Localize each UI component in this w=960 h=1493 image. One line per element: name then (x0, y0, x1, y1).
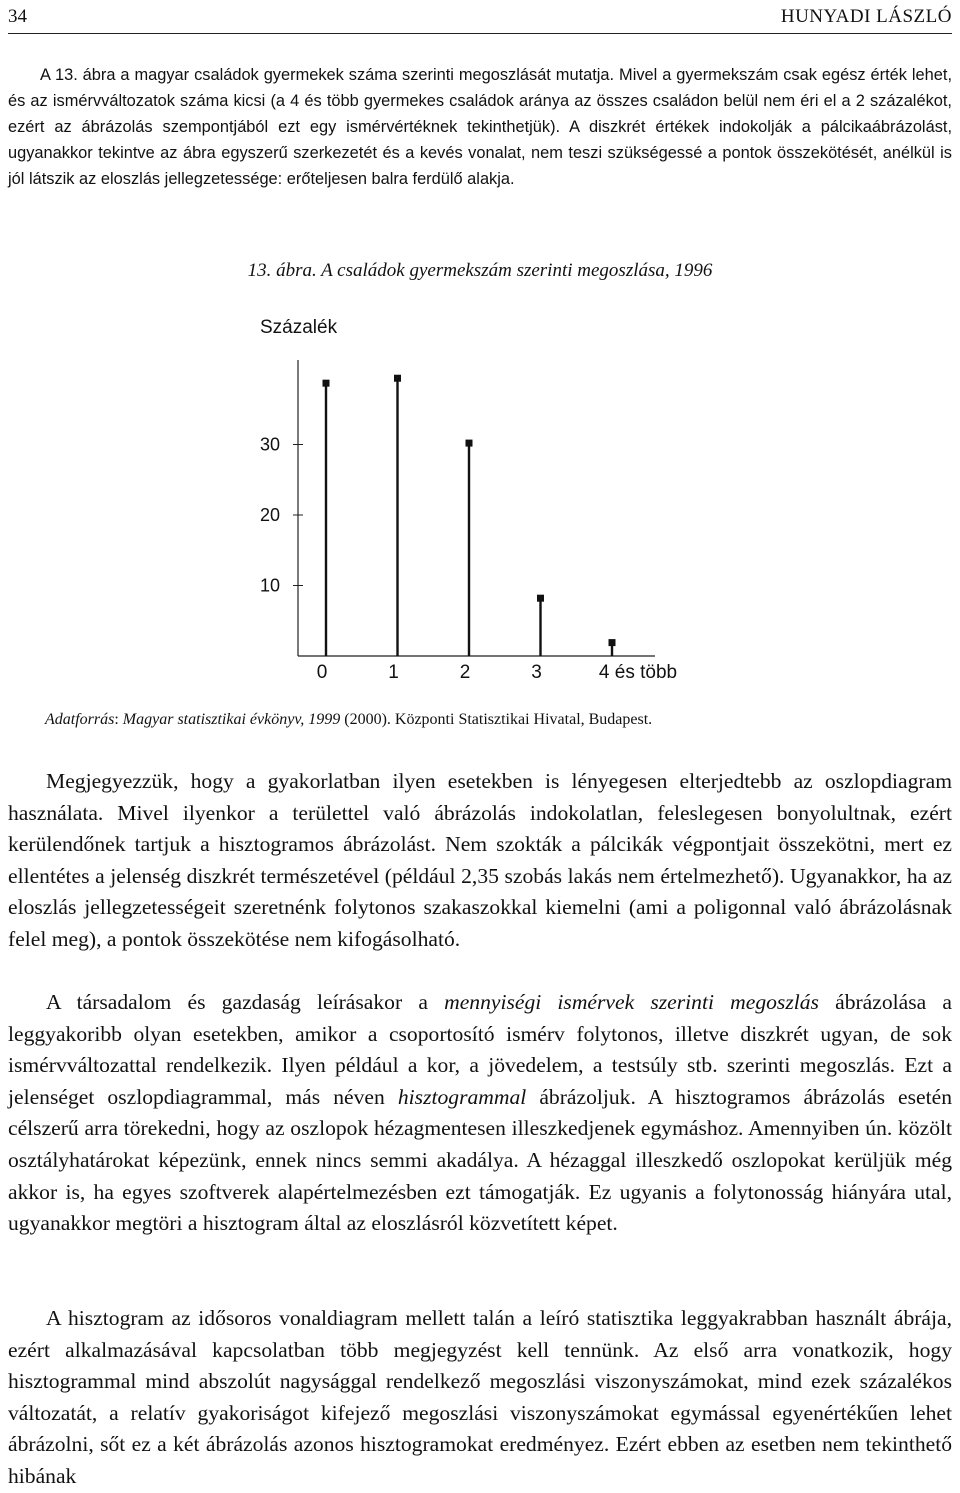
body-paragraph-bar-chart: Megjegyezzük, hogy a gyakorlatban ilyen esetekben is lényegesen elterjedtebb az oszlopdiagram használata. Mivel ilyenkor a területtel való ábrázolás indokolatlan, feleslegesen bonyolultnak, ezért kerülendőnek tartjuk a hisztogramos ábrázolást. Nem szokták a pálcikák végpontjait összekötni, mert ez ellentétes a jelenség diszkrét természetével (például 2,35 szobás lakás nem értelmezhető). Ugyanakkor, ha az eloszlás jellegzetességeit szeretnénk folytonos szakaszokkal kiemelni (ami a poligonnal való ábrázolásnak felel meg), a pontok összekötése nem kifogásolható. (8, 769, 952, 951)
page-header (8, 4, 952, 34)
x-category-label: 0 (316, 662, 328, 683)
source-label: Adatforrás (45, 711, 115, 728)
p3-text-1: A társadalom és gazdaság leírásakor a (46, 990, 445, 1014)
stick-chart (0, 300, 960, 700)
p3-text-2: ábrázolása a leggyakoribb olyan esetekben, amikor a csoportosító ismérv folytonos, illetve diszkrét ugyan, de sok ismérvváltozattal rendelkezik. Ilyen például a kor, a jövedelem, a testsúly stb. szerinti megoszlás. Ezt a jelenséget oszlopdiagrammal, más néven (8, 990, 952, 1109)
stick-marker-4 (609, 639, 616, 646)
p3-text-3: ábrázoljuk. A hisztogramos ábrázolás esetén célszerű arra törekedni, hogy az oszlopok hézagmentesen illeszkedjenek egymáshoz. Amennyiben ún. közölt osztályhatárokat képezünk, ennek nincs semmi akadálya. A hézaggal illeszkedő oszlopokat kerüljük még akkor is, ha egyes szoftverek alapértelmezésben ezt támogatják. Ez ugyanis a folytonosság hiányára utal, ugyanakkor megtöri a hisztogram által az eloszlásról közvetített képet. (8, 1084, 952, 1236)
stick-marker-0 (323, 380, 330, 387)
figure-caption: 13. ábra. A családok gyermekszám szerinti megoszlása, 1996 (247, 260, 713, 281)
y-axis-label: Százalék (260, 317, 338, 338)
stick-marker-2 (466, 440, 473, 447)
stick-marker-1 (394, 375, 401, 382)
x-category-label: 4 és több (598, 662, 678, 683)
body-paragraph-histogram (8, 987, 952, 1240)
y-tick-label: 30 (259, 434, 280, 455)
body-paragraph-histogram-usage: A hisztogram az idősoros vonaldiagram mellett talán a leíró statisztika leggyakrabban használt ábrája, ezért alkalmazásával kapcsolatban több megjegyzést kell tennünk. Az első arra vonatkozik, hogy hisztogrammal mind abszolút nagysággal rendelkező megoszlási viszonyszámokat, mind ezek százalékos változatát, a relatív gyakoriságot kifejező megoszlási viszonyszámokat egymással egyenértékűen lehet ábrázolni, sőt ez a két ábrázolás azonos hisztogramokat eredményez. Ezért ebben az esetben nem tekinthető hibának (8, 1306, 952, 1488)
y-tick-label: 10 (259, 575, 280, 596)
running-head-author: HUNYADI LÁSZLÓ (780, 6, 952, 27)
source-publication: Magyar statisztikai évkönyv, 1999 (122, 711, 341, 728)
stick-marker-3 (537, 595, 544, 602)
data-source-note: Adatforrás: Magyar statisztikai évkönyv, 1999 (2000). Központi Statisztikai Hivatal, Budapest. (45, 711, 653, 728)
intro-paragraph: A 13. ábra a magyar családok gyermekek száma szerinti megoszlását mutatja. Mivel a gyermekszám csak egész érték lehet, és az ismérvváltozatok száma kicsi (a 4 és több gyermekes családok aránya az összes családon belül nem éri el a 2 százalékot, ezért az ábrázolás szempontjából ezt egy ismérvértéknek tekinthetjük). A diszkrét értékek indokolják a pálcikaábrázolást, ugyanakkor tekintve az ábra egyszerű szerkezetét és a kevés vonalat, nem teszi szükségessé a pontok összekötését, anélkül is jól látszik az eloszlás jellegzetessége: erőteljesen balra ferdülő alakja. (8, 66, 952, 188)
source-details: (2000). Központi Statisztikai Hivatal, Budapest. (340, 711, 653, 728)
p3-italic-term-2: hisztogrammal (397, 1084, 527, 1109)
x-category-label: 1 (388, 662, 399, 683)
page-number: 34 (8, 6, 27, 27)
p3-italic-term-1: mennyiségi ismérvek szerinti megoszlás (444, 990, 819, 1014)
x-category-label: 2 (459, 662, 471, 683)
chart-plot-area (260, 317, 677, 683)
y-tick-label: 20 (259, 505, 280, 525)
x-category-label: 3 (531, 662, 542, 683)
